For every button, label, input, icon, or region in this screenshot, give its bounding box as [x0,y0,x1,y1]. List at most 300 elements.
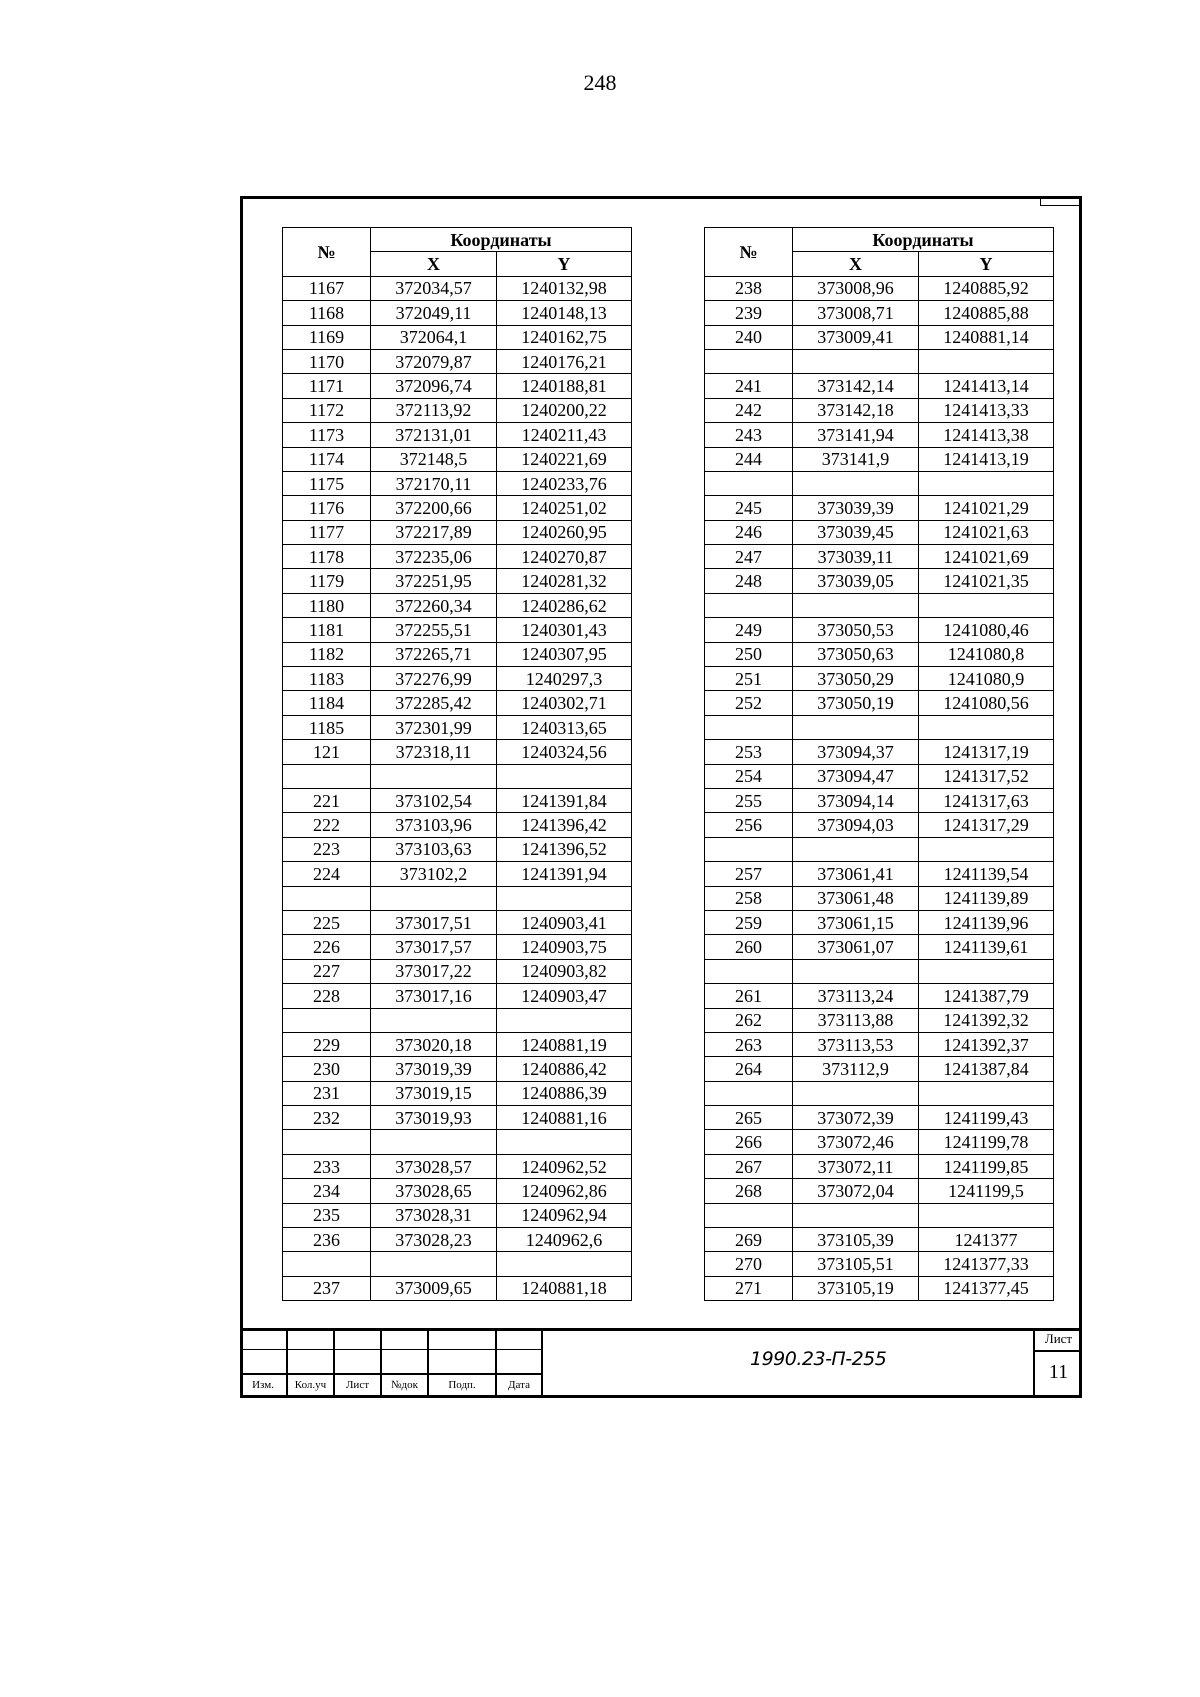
table-row [283,447,632,471]
x-coordinate-cell [371,1008,497,1032]
y-coordinate-cell: 1240233,76 [497,471,632,495]
point-number-cell: 259 [705,910,793,934]
x-coordinate-cell: 373072,04 [793,1179,919,1203]
x-coordinate-cell [793,593,919,617]
table-row [283,813,632,837]
point-number-cell: 255 [705,788,793,812]
point-number-cell: 1175 [283,471,371,495]
y-coordinate-cell: 1240903,82 [497,959,632,983]
header-num: № [705,228,793,277]
point-number-cell [283,1008,371,1032]
table-row [283,520,632,544]
x-coordinate-cell: 373009,41 [793,325,919,349]
header-x: X [371,252,497,276]
point-number-cell: 265 [705,1106,793,1130]
y-coordinate-cell: 1240132,98 [497,276,632,300]
x-coordinate-cell: 373094,37 [793,740,919,764]
table-row [705,862,1054,886]
stamp-label-ndok: №док [391,1379,418,1391]
table-row [705,593,1054,617]
y-coordinate-cell: 1240211,43 [497,423,632,447]
point-number-cell: 268 [705,1179,793,1203]
x-coordinate-cell: 373102,2 [371,862,497,886]
x-coordinate-cell: 373105,19 [793,1276,919,1300]
point-number-cell: 232 [283,1106,371,1130]
y-coordinate-cell: 1241377,33 [919,1252,1054,1276]
y-coordinate-cell: 1240176,21 [497,349,632,373]
y-coordinate-cell: 1241080,8 [919,642,1054,666]
table-row [283,667,632,691]
point-number-cell: 228 [283,984,371,1008]
table-row [705,496,1054,520]
table-row [283,1203,632,1227]
point-number-cell: 247 [705,545,793,569]
point-number-cell: 269 [705,1228,793,1252]
x-coordinate-cell: 373113,88 [793,1008,919,1032]
x-coordinate-cell: 373072,39 [793,1106,919,1130]
x-coordinate-cell: 373019,93 [371,1106,497,1130]
table-row [705,1130,1054,1154]
y-coordinate-cell: 1240251,02 [497,496,632,520]
point-number-cell: 225 [283,910,371,934]
table-row [283,593,632,617]
x-coordinate-cell: 373061,48 [793,886,919,910]
point-number-cell: 1171 [283,374,371,398]
x-coordinate-cell: 373103,96 [371,813,497,837]
table-row [283,1154,632,1178]
x-coordinate-cell [793,349,919,373]
table-row [705,1032,1054,1056]
x-coordinate-cell [371,1130,497,1154]
table-row [705,618,1054,642]
y-coordinate-cell: 1241377 [919,1228,1054,1252]
point-number-cell: 1179 [283,569,371,593]
table-row [705,1228,1054,1252]
y-coordinate-cell: 1240301,43 [497,618,632,642]
point-number-cell: 253 [705,740,793,764]
point-number-cell [705,959,793,983]
table-row [283,1008,632,1032]
stamp-label-list: Лист [345,1379,370,1391]
point-number-cell: 230 [283,1057,371,1081]
table-row [283,764,632,788]
table-row [283,691,632,715]
y-coordinate-cell [919,837,1054,861]
x-coordinate-cell: 373105,51 [793,1252,919,1276]
table-row [705,740,1054,764]
y-coordinate-cell: 1240881,14 [919,325,1054,349]
point-number-cell: 271 [705,1276,793,1300]
y-coordinate-cell: 1240962,52 [497,1154,632,1178]
x-coordinate-cell: 372079,87 [371,349,497,373]
table-row [283,1032,632,1056]
x-coordinate-cell: 373028,23 [371,1228,497,1252]
point-number-cell: 223 [283,837,371,861]
y-coordinate-cell: 1241387,79 [919,984,1054,1008]
x-coordinate-cell [793,1081,919,1105]
y-coordinate-cell [919,1081,1054,1105]
point-number-cell: 251 [705,667,793,691]
x-coordinate-cell: 372235,06 [371,545,497,569]
x-coordinate-cell: 373008,71 [793,301,919,325]
point-number-cell: 266 [705,1130,793,1154]
x-coordinate-cell: 373028,65 [371,1179,497,1203]
point-number-cell: 258 [705,886,793,910]
table-row [283,398,632,422]
x-coordinate-cell: 373050,29 [793,667,919,691]
point-number-cell [705,349,793,373]
point-number-cell: 227 [283,959,371,983]
x-coordinate-cell: 373008,96 [793,276,919,300]
point-number-cell: 1184 [283,691,371,715]
x-coordinate-cell: 373094,47 [793,764,919,788]
y-coordinate-cell [919,471,1054,495]
table-row [705,959,1054,983]
point-number-cell [705,593,793,617]
table-row [283,788,632,812]
stamp-top-line [240,1328,1082,1331]
point-number-cell: 222 [283,813,371,837]
y-coordinate-cell [497,886,632,910]
point-number-cell: 121 [283,740,371,764]
x-coordinate-cell: 373113,53 [793,1032,919,1056]
y-coordinate-cell: 1241317,19 [919,740,1054,764]
x-coordinate-cell: 372131,01 [371,423,497,447]
table-row [283,837,632,861]
x-coordinate-cell: 373094,03 [793,813,919,837]
point-number-cell: 1169 [283,325,371,349]
table-row [705,764,1054,788]
y-coordinate-cell: 1241139,96 [919,910,1054,934]
y-coordinate-cell: 1240281,32 [497,569,632,593]
y-coordinate-cell: 1241377,45 [919,1276,1054,1300]
point-number-cell: 1167 [283,276,371,300]
x-coordinate-cell [793,715,919,739]
point-number-cell: 262 [705,1008,793,1032]
x-coordinate-cell: 372276,99 [371,667,497,691]
x-coordinate-cell: 372148,5 [371,447,497,471]
y-coordinate-cell: 1240162,75 [497,325,632,349]
x-coordinate-cell: 373039,05 [793,569,919,593]
coordinates-table-right [704,227,1054,1301]
x-coordinate-cell: 373141,9 [793,447,919,471]
point-number-cell: 236 [283,1228,371,1252]
header-coordinates: Координаты [793,228,1054,252]
y-coordinate-cell: 1240903,75 [497,935,632,959]
table-row [705,886,1054,910]
table-row [705,1008,1054,1032]
point-number-cell [283,1252,371,1276]
x-coordinate-cell: 373094,14 [793,788,919,812]
point-number-cell [283,764,371,788]
y-coordinate-cell: 1241021,63 [919,520,1054,544]
x-coordinate-cell: 373028,31 [371,1203,497,1227]
x-coordinate-cell [793,471,919,495]
table-row [283,715,632,739]
x-coordinate-cell: 373061,41 [793,862,919,886]
x-coordinate-cell: 373061,15 [793,910,919,934]
table-row [705,813,1054,837]
y-coordinate-cell: 1240886,39 [497,1081,632,1105]
x-coordinate-cell: 372200,66 [371,496,497,520]
point-number-cell: 1170 [283,349,371,373]
point-number-cell: 243 [705,423,793,447]
y-coordinate-cell: 1241139,61 [919,935,1054,959]
table-row [705,520,1054,544]
point-number-cell: 246 [705,520,793,544]
y-coordinate-cell [497,1130,632,1154]
table-row [283,545,632,569]
x-coordinate-cell: 372064,1 [371,325,497,349]
point-number-cell: 229 [283,1032,371,1056]
table-row [283,471,632,495]
table-row [283,1252,632,1276]
point-number-cell: 1182 [283,642,371,666]
table-row [283,959,632,983]
table-row [283,496,632,520]
table-row [705,837,1054,861]
point-number-cell [705,837,793,861]
x-coordinate-cell: 373017,51 [371,910,497,934]
y-coordinate-cell: 1241021,69 [919,545,1054,569]
table-row [705,715,1054,739]
y-coordinate-cell: 1240903,47 [497,984,632,1008]
x-coordinate-cell: 373009,65 [371,1276,497,1300]
y-coordinate-cell: 1241392,37 [919,1032,1054,1056]
point-number-cell: 1176 [283,496,371,520]
point-number-cell: 240 [705,325,793,349]
point-number-cell [283,886,371,910]
x-coordinate-cell: 372113,92 [371,398,497,422]
stamp-label-podp: Подп. [448,1379,476,1391]
y-coordinate-cell: 1241413,33 [919,398,1054,422]
stamp-label-kol-uch: Кол.уч [294,1379,327,1391]
stamp-label-izm: Изм. [252,1379,274,1391]
y-coordinate-cell: 1240885,88 [919,301,1054,325]
y-coordinate-cell: 1241317,29 [919,813,1054,837]
table-row [705,545,1054,569]
table-row [283,423,632,447]
x-coordinate-cell: 373020,18 [371,1032,497,1056]
x-coordinate-cell: 373105,39 [793,1228,919,1252]
point-number-cell: 231 [283,1081,371,1105]
point-number-cell [705,1081,793,1105]
point-number-cell: 252 [705,691,793,715]
y-coordinate-cell: 1241199,5 [919,1179,1054,1203]
y-coordinate-cell [919,349,1054,373]
point-number-cell: 248 [705,569,793,593]
table-row [283,1130,632,1154]
y-coordinate-cell: 1240297,3 [497,667,632,691]
x-coordinate-cell [793,1203,919,1227]
table-row [705,398,1054,422]
x-coordinate-cell: 372251,95 [371,569,497,593]
y-coordinate-cell: 1240188,81 [497,374,632,398]
x-coordinate-cell [793,837,919,861]
y-coordinate-cell: 1241139,54 [919,862,1054,886]
x-coordinate-cell: 373050,63 [793,642,919,666]
x-coordinate-cell: 372049,11 [371,301,497,325]
point-number-cell: 237 [283,1276,371,1300]
header-y: Y [497,252,632,276]
point-number-cell: 1173 [283,423,371,447]
table-row [705,910,1054,934]
table-row [705,1057,1054,1081]
table-row [705,1106,1054,1130]
y-coordinate-cell [919,593,1054,617]
table-row [283,1081,632,1105]
table-row [283,618,632,642]
table-row [705,1252,1054,1276]
x-coordinate-cell: 373019,39 [371,1057,497,1081]
y-coordinate-cell: 1241392,32 [919,1008,1054,1032]
x-coordinate-cell: 373050,19 [793,691,919,715]
table-row [283,984,632,1008]
y-coordinate-cell: 1240324,56 [497,740,632,764]
point-number-cell [705,471,793,495]
header-y: Y [919,252,1054,276]
table-row [705,276,1054,300]
y-coordinate-cell: 1241396,42 [497,813,632,837]
table-row [705,423,1054,447]
corner-mark [1040,196,1080,206]
y-coordinate-cell [919,715,1054,739]
point-number-cell: 261 [705,984,793,1008]
x-coordinate-cell: 373017,16 [371,984,497,1008]
y-coordinate-cell: 1240903,41 [497,910,632,934]
y-coordinate-cell: 1241080,46 [919,618,1054,642]
sheet-label: Лист [1044,1331,1073,1346]
y-coordinate-cell: 1240886,42 [497,1057,632,1081]
x-coordinate-cell: 373112,9 [793,1057,919,1081]
header-coordinates: Координаты [371,228,632,252]
y-coordinate-cell: 1240307,95 [497,642,632,666]
y-coordinate-cell: 1241021,35 [919,569,1054,593]
point-number-cell: 1174 [283,447,371,471]
x-coordinate-cell: 373142,18 [793,398,919,422]
table-row [705,447,1054,471]
point-number-cell: 260 [705,935,793,959]
point-number-cell: 254 [705,764,793,788]
y-coordinate-cell: 1241139,89 [919,886,1054,910]
y-coordinate-cell: 1241317,63 [919,788,1054,812]
x-coordinate-cell: 372265,71 [371,642,497,666]
point-number-cell: 257 [705,862,793,886]
table-row [283,276,632,300]
x-coordinate-cell: 373019,15 [371,1081,497,1105]
point-number-cell: 238 [705,276,793,300]
x-coordinate-cell: 373050,53 [793,618,919,642]
y-coordinate-cell: 1241413,14 [919,374,1054,398]
x-coordinate-cell: 373017,22 [371,959,497,983]
table-row [705,1081,1054,1105]
table-row [283,740,632,764]
point-number-cell: 1178 [283,545,371,569]
y-coordinate-cell: 1241413,38 [919,423,1054,447]
table-row [705,788,1054,812]
stamp-sheet-line [1035,1350,1082,1352]
point-number-cell: 233 [283,1154,371,1178]
point-number-cell: 245 [705,496,793,520]
y-coordinate-cell: 1241396,52 [497,837,632,861]
point-number-cell: 1180 [283,593,371,617]
table-row [705,569,1054,593]
table-row [705,349,1054,373]
x-coordinate-cell [371,764,497,788]
title-block [240,1328,1082,1398]
point-number-cell: 270 [705,1252,793,1276]
point-number-cell: 234 [283,1179,371,1203]
table-row [705,691,1054,715]
y-coordinate-cell: 1240270,87 [497,545,632,569]
y-coordinate-cell: 1240313,65 [497,715,632,739]
y-coordinate-cell: 1241391,84 [497,788,632,812]
table-row [705,301,1054,325]
x-coordinate-cell: 373072,11 [793,1154,919,1178]
y-coordinate-cell: 1241080,56 [919,691,1054,715]
y-coordinate-cell: 1240881,18 [497,1276,632,1300]
header-x: X [793,252,919,276]
table-row [705,642,1054,666]
table-row [705,984,1054,1008]
table-row [283,301,632,325]
point-number-cell: 241 [705,374,793,398]
y-coordinate-cell: 1241387,84 [919,1057,1054,1081]
point-number-cell [705,1203,793,1227]
point-number-cell: 244 [705,447,793,471]
table-row [705,1276,1054,1300]
y-coordinate-cell: 1240962,6 [497,1228,632,1252]
point-number-cell: 224 [283,862,371,886]
x-coordinate-cell: 372255,51 [371,618,497,642]
point-number-cell: 1185 [283,715,371,739]
y-coordinate-cell: 1240881,19 [497,1032,632,1056]
x-coordinate-cell: 372096,74 [371,374,497,398]
y-coordinate-cell: 1240962,94 [497,1203,632,1227]
stamp-label-data: Дата [508,1379,530,1391]
table-row [283,910,632,934]
point-number-cell: 267 [705,1154,793,1178]
point-number-cell: 239 [705,301,793,325]
y-coordinate-cell: 1240221,69 [497,447,632,471]
page-number: 248 [583,70,617,95]
y-coordinate-cell: 1241413,19 [919,447,1054,471]
y-coordinate-cell: 1240881,16 [497,1106,632,1130]
table-row [283,1276,632,1300]
x-coordinate-cell: 372285,42 [371,691,497,715]
y-coordinate-cell: 1241199,78 [919,1130,1054,1154]
table-row [705,1179,1054,1203]
y-coordinate-cell: 1240885,92 [919,276,1054,300]
x-coordinate-cell: 373028,57 [371,1154,497,1178]
y-coordinate-cell [497,764,632,788]
x-coordinate-cell: 373141,94 [793,423,919,447]
y-coordinate-cell [497,1252,632,1276]
x-coordinate-cell: 373103,63 [371,837,497,861]
table-row [705,667,1054,691]
point-number-cell [283,1130,371,1154]
y-coordinate-cell: 1241317,52 [919,764,1054,788]
x-coordinate-cell: 373061,07 [793,935,919,959]
x-coordinate-cell [793,959,919,983]
x-coordinate-cell: 373102,54 [371,788,497,812]
point-number-cell: 264 [705,1057,793,1081]
table-row [283,569,632,593]
x-coordinate-cell: 372318,11 [371,740,497,764]
point-number-cell: 250 [705,642,793,666]
y-coordinate-cell [919,959,1054,983]
y-coordinate-cell: 1240286,62 [497,593,632,617]
